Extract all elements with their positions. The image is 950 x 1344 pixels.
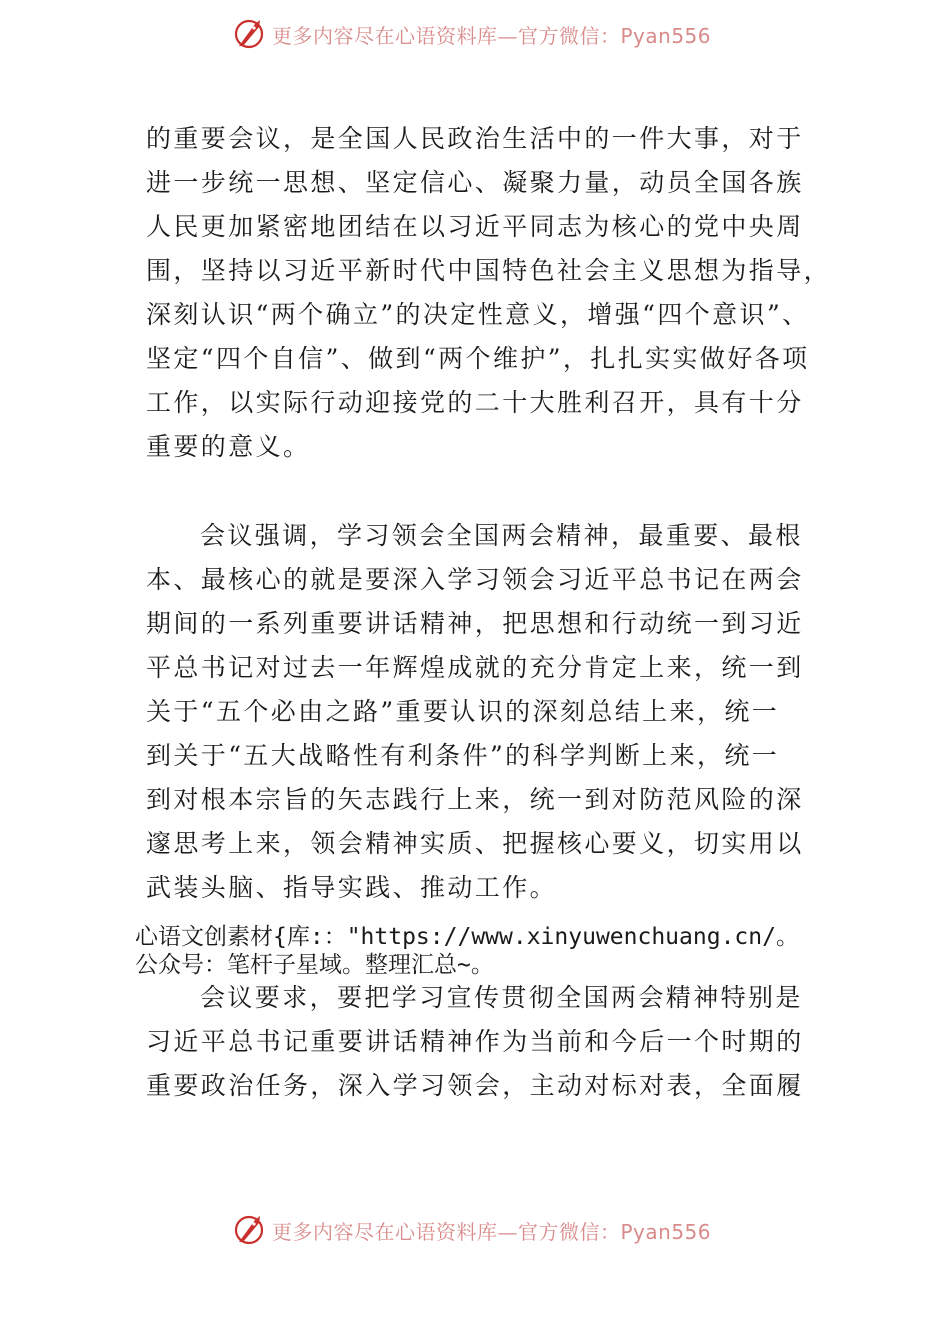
text-line: 进一步统一思想、坚定信心、凝聚力量，动员全国各族 (146, 168, 804, 197)
text-line: 会议要求，要把学习宣传贯彻全国两会精神特别是 (200, 983, 803, 1012)
text-line: 重要的意义。 (146, 432, 311, 461)
text-line: 关于“五个必由之路”重要认识的深刻总结上来，统一 (146, 697, 780, 726)
footer-banner-text: 更多内容尽在心语资料库—官方微信：Pyan556 (272, 1220, 712, 1244)
text-line: 到对根本宗旨的矢志践行上来，统一到对防范风险的深 (146, 785, 804, 814)
text-line: 深刻认识“两个确立”的决定性意义，增强“四个意识”、 (146, 300, 810, 329)
text-line: 重要政治任务，深入学习领会，主动对标对表，全面履 (146, 1071, 804, 1100)
text-line: 会议强调，学习领会全国两会精神，最重要、最根 (200, 521, 803, 550)
text-line: 武装头脑、指导实践、推动工作。 (146, 873, 558, 902)
text-line: 本、最核心的就是要深入学习领会习近平总书记在两会 (146, 565, 804, 594)
text-line: 到关于“五大战略性有利条件”的科学判断上来，统一 (146, 741, 780, 770)
pen-nib-icon (233, 16, 267, 50)
text-line: 邃思考上来，领会精神实质、把握核心要义，切实用以 (146, 829, 804, 858)
wechat-id: Pyan556 (620, 1220, 712, 1244)
wechat-id: Pyan556 (620, 24, 712, 48)
header-banner (0, 14, 950, 54)
footer-banner (0, 1210, 950, 1250)
text-line: 的重要会议，是全国人民政治生活中的一件大事，对于 (146, 124, 804, 153)
text-line: 习近平总书记重要讲话精神作为当前和今后一个时期的 (146, 1027, 804, 1056)
watermark-line: 心语文创素材{库:："https://www.xinyuwenchuang.cn/。 (135, 924, 799, 950)
watermark-line: 公众号：笔杆子星域。整理汇总~。 (135, 952, 494, 978)
text-line: 工作，以实际行动迎接党的二十大胜利召开，具有十分 (146, 388, 804, 417)
text-line: 平总书记对过去一年辉煌成就的充分肯定上来，统一到 (146, 653, 804, 682)
header-banner-text: 更多内容尽在心语资料库—官方微信：Pyan556 (272, 24, 712, 48)
text-line: 人民更加紧密地团结在以习近平同志为核心的党中央周 (146, 212, 804, 241)
text-line: 坚定“四个自信”、做到“两个维护”，扎扎实实做好各项 (146, 344, 810, 373)
text-line: 期间的一系列重要讲话精神，把思想和行动统一到习近 (146, 609, 804, 638)
pen-nib-icon (233, 1212, 267, 1246)
text-line: 围，坚持以习近平新时代中国特色社会主义思想为指导， (146, 256, 832, 285)
